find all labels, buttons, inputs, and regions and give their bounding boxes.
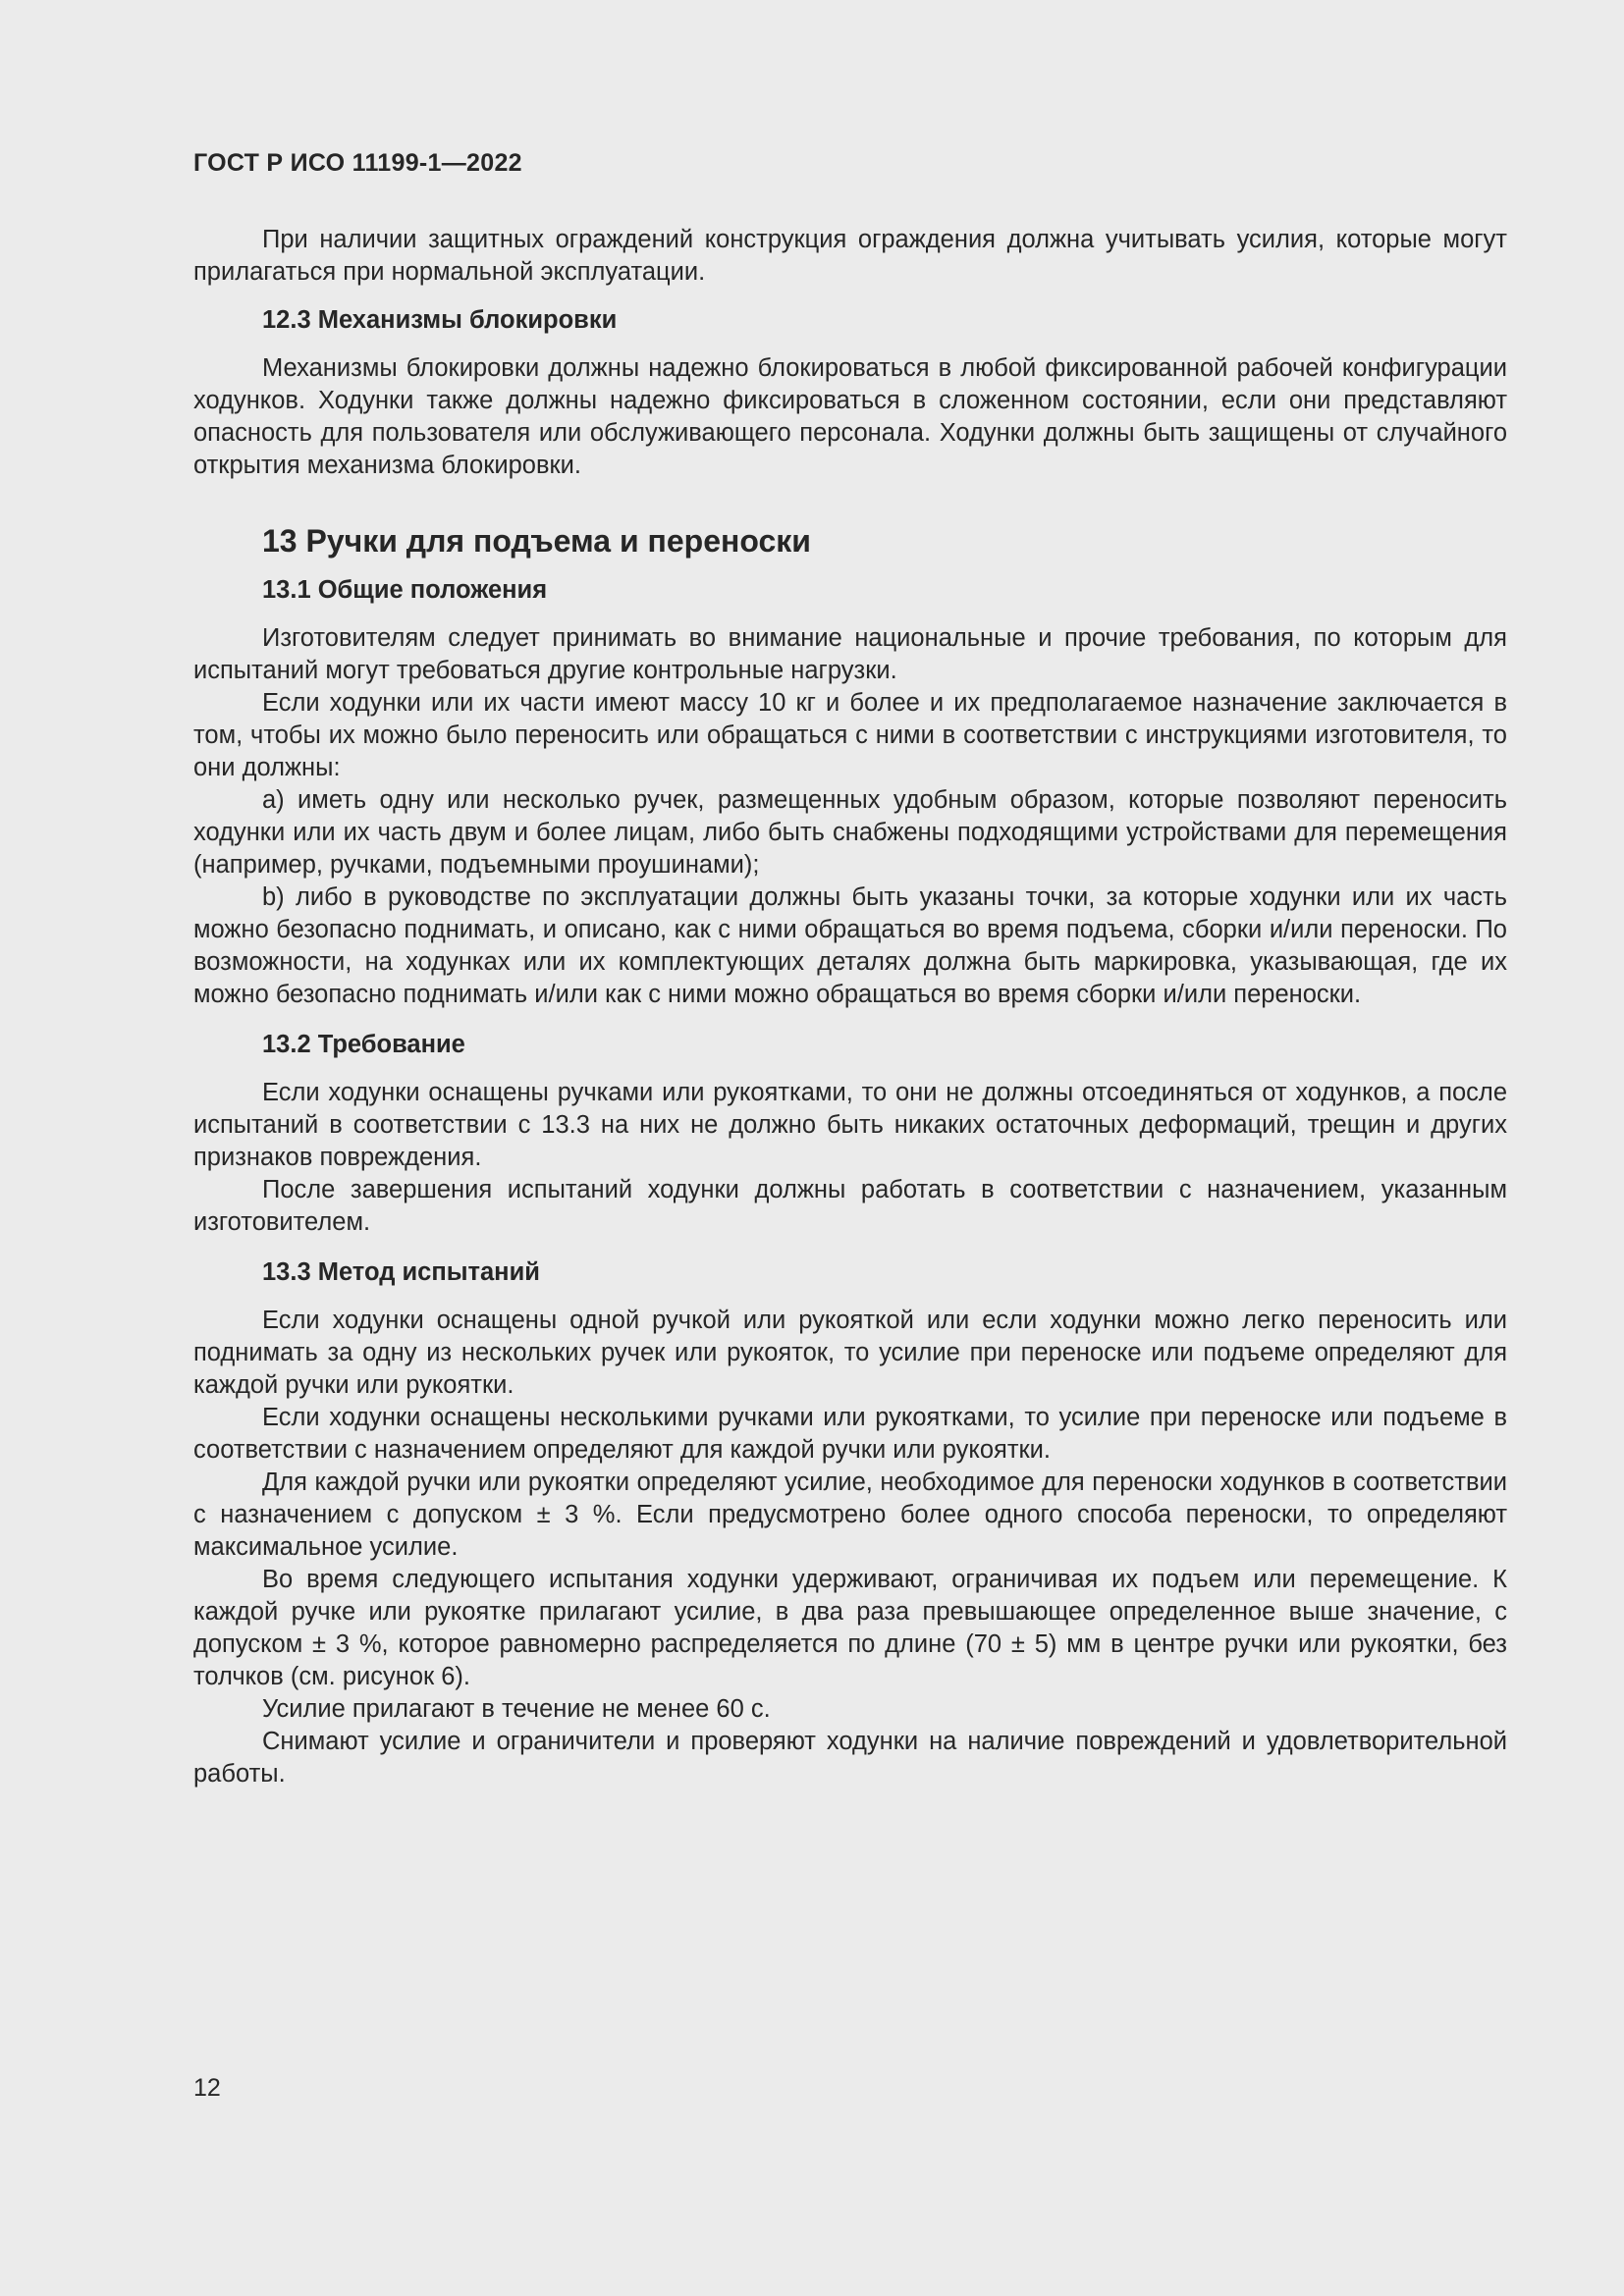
paragraph-13-2-2: После завершения испытаний ходунки должны работать в соответствии с назначением, указанным изготовителем. xyxy=(193,1176,1507,1236)
paragraph-13-1-1: Изготовителям следует принимать во внимание национальные и прочие требования, по которым для испытаний могут требоваться другие контрольные нагрузки. xyxy=(193,624,1507,684)
paragraph-13-3-6: Снимают усилие и ограничители и проверяют ходунки на наличие повреждений и удовлетворительной работы. xyxy=(193,1728,1507,1788)
list-item-b: b) либо в руководстве по эксплуатации должны быть указаны точки, за которые ходунки или их часть можно безопасно поднимать, и описано, как с ними обращаться во время подъема, сборки и/или переноски. По возможности, на ходунках или их комплектующих деталях должна быть маркировка, указывающая, где их можно безопасно поднимать и/или как с ними можно обращаться во время сборки и/или переноски. xyxy=(193,883,1507,1008)
paragraph-13-3-2: Если ходунки оснащены несколькими ручками или рукоятками, то усилие при переноске или подъеме в соответствии с назначением определяют для каждой ручки или рукоятки. xyxy=(193,1404,1507,1464)
paragraph-13-1-2: Если ходунки или их части имеют массу 10 кг и более и их предполагаемое назначение заключается в том, чтобы их можно было переносить или обращаться с ними в соответствии с инструкциями изготовителя, то они должны: xyxy=(193,689,1507,781)
heading-12-3: 12.3 Механизмы блокировки xyxy=(262,306,618,334)
document-header: ГОСТ Р ИСО 11199-1—2022 xyxy=(193,149,522,177)
paragraph-13-3-1: Если ходунки оснащены одной ручкой или рукояткой или если ходунки можно легко переносить или поднимать за одну из нескольких ручек или рукояток, то усилие при переноске или подъеме определяют для каждой ручки или рукоятки. xyxy=(193,1307,1507,1399)
paragraph-13-3-3: Для каждой ручки или рукоятки определяют усилие, необходимое для переноски ходунков в соответствии с назначением с допуском ± 3 %. Если предусмотрено более одного способа переноски, то определяют максимальное усилие. xyxy=(193,1468,1507,1561)
paragraph-13-3-4: Во время следующего испытания ходунки удерживают, ограничивая их подъем или перемещение. К каждой ручке или рукоятке прилагают усилие, в два раза превышающее определенное выше значение, с допуском ± 3 %, которое равномерно распределяется по длине (70 ± 5) мм в центре ручки или рукоятки, без толчков (см. рисунок 6). xyxy=(193,1566,1507,1690)
page-number: 12 xyxy=(193,2074,221,2102)
page-content xyxy=(193,224,1507,1790)
paragraph-13-2-1: Если ходунки оснащены ручками или рукоятками, то они не должны отсоединяться от ходунков, а после испытаний в соответствии с 13.3 на них не должно быть никаких остаточных деформаций, трещин и других признаков повреждения. xyxy=(193,1079,1507,1171)
paragraph-intro: При наличии защитных ограждений конструкция ограждения должна учитывать усилия, которые могут прилагаться при нормальной эксплуатации. xyxy=(193,226,1507,286)
heading-13-3: 13.3 Метод испытаний xyxy=(262,1258,540,1286)
heading-13-2: 13.2 Требование xyxy=(262,1031,465,1058)
paragraph-13-3-5: Усилие прилагают в течение не менее 60 с. xyxy=(262,1695,771,1723)
list-item-a: a) иметь одну или несколько ручек, размещенных удобным образом, которые позволяют переносить ходунки или их часть двум и более лицам, либо быть снабжены подходящими устройствами для перемещения (например, ручками, подъемными проушинами); xyxy=(193,786,1507,879)
paragraph-12-3-1: Механизмы блокировки должны надежно блокироваться в любой фиксированной рабочей конфигурации ходунков. Ходунки также должны надежно фиксироваться в сложенном состоянии, если они представляют опасность для пользователя или обслуживающего персонала. Ходунки должны быть защищены от случайного открытия механизма блокировки. xyxy=(193,354,1507,479)
heading-13: 13 Ручки для подъема и переноски xyxy=(262,523,811,559)
heading-13-1: 13.1 Общие положения xyxy=(262,576,548,604)
